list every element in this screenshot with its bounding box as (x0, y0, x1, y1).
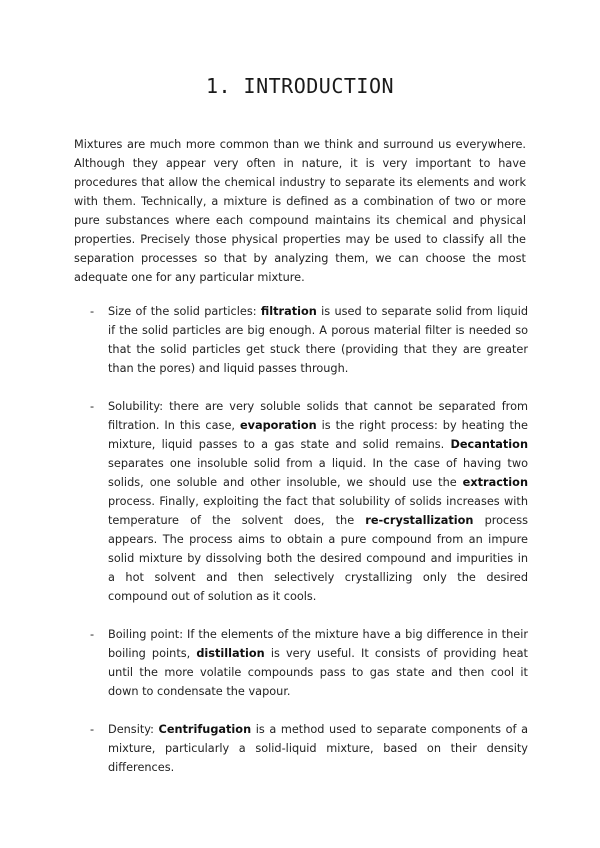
keyword-filtration: filtration (260, 305, 317, 318)
bullet-dash: - (90, 305, 95, 318)
list-item-solubility (74, 397, 528, 606)
keyword-centrifugation: Centrifugation (158, 723, 252, 736)
keyword-recrystallization: re-crystallization (365, 514, 474, 527)
list-item-text: Boiling point: If the elements of the mixture have a big difference in their boiling points, distillation is very useful. It consists of providing heat until the more volatile compounds pass to gas state and then cool it down to condensate the vapour. (108, 628, 528, 698)
bullet-dash: - (90, 628, 95, 641)
separation-methods-list (74, 302, 528, 796)
bullet-dash: - (90, 723, 95, 736)
keyword-extraction: extraction (462, 476, 528, 489)
list-item-text: Solubility: there are very soluble solids that cannot be separated from filtration. In this case, evaporation is the right process: by heating the mixture, liquid passes to a gas state and solid remains. Decantation separates one insoluble solid from a liquid. In the case of having two solids, one soluble and other insoluble, we should use the extraction process. Finally, exploiting the fact that solubility of solids increases with temperature of the solvent does, the re-crystallization process appears. The process aims to obtain a pure compound from an impure solid mixture by dissolving both the desired compound and impurities in a hot solvent and then selectively crystallizing only the desired compound out of solution as it cools. (108, 400, 528, 603)
bullet-dash: - (90, 400, 95, 413)
list-item-boiling-point (74, 625, 528, 701)
keyword-decantation: Decantation (450, 438, 528, 451)
list-item-density (74, 720, 528, 777)
page-title: 1. INTRODUCTION (205, 74, 395, 98)
keyword-distillation: distillation (196, 647, 265, 660)
intro-paragraph: Mixtures are much more common than we think and surround us everywhere. Although they appear very often in nature, it is very important to have procedures that allow the chemical industry to separate its elements and work with them. Technically, a mixture is defined as a combination of two or more pure substances where each compound maintains its chemical and physical properties. Precisely those physical properties may be used to classify all the separation processes so that by analyzing them, we can choose the most adequate one for any particular mixture. (74, 138, 526, 284)
list-item-particle-size (74, 302, 528, 378)
list-item-text: Size of the solid particles: filtration is used to separate solid from liquid if the solid particles are big enough. A porous material filter is needed so that the solid particles get stuck there (providing that they are greater than the pores) and liquid passes through. (108, 305, 529, 375)
list-item-text: Density: Centrifugation is a method used to separate components of a mixture, particularly a solid-liquid mixture, based on their density differences. (108, 723, 528, 774)
keyword-evaporation: evaporation (239, 419, 317, 432)
